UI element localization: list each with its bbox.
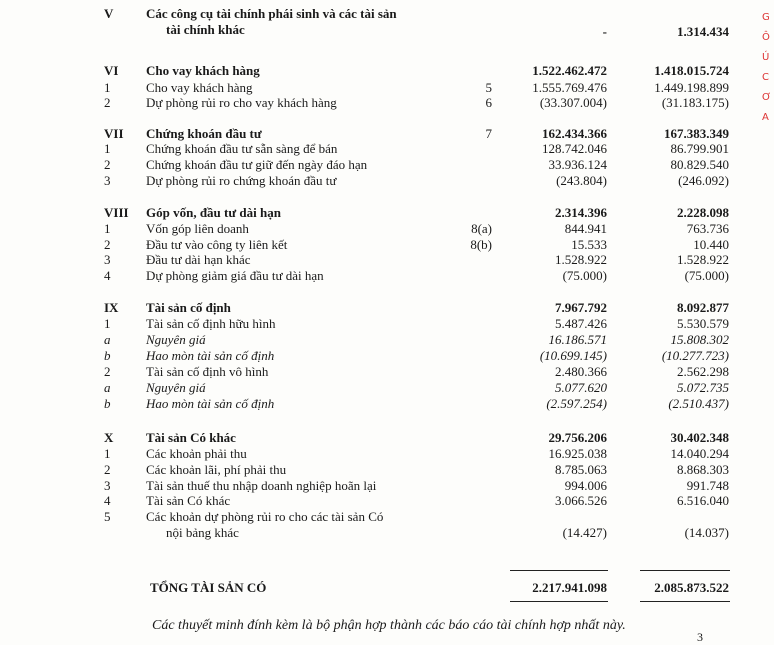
row-number: a <box>104 380 111 395</box>
row-number: 2 <box>104 95 111 110</box>
row-number: VII <box>104 126 124 141</box>
row-number: V <box>104 6 114 21</box>
line-item-row <box>0 221 774 237</box>
section-row <box>0 126 774 142</box>
value-prior: 2.228.098 <box>677 205 729 220</box>
note-ref: 6 <box>485 95 492 110</box>
edge-stamp <box>762 0 774 150</box>
row-number: 2 <box>104 364 111 379</box>
row-label: Dự phòng rủi ro cho vay khách hàng <box>146 95 337 110</box>
value-current: 29.756.206 <box>548 430 607 445</box>
value-prior: (246.092) <box>678 173 729 188</box>
total-top-rule-prior <box>640 570 730 571</box>
value-prior: 167.383.349 <box>664 126 729 141</box>
value-current: (10.699.145) <box>539 348 607 363</box>
row-label: Nguyên giá <box>146 380 206 395</box>
section-row <box>0 6 774 38</box>
value-current: 16.186.571 <box>548 332 607 347</box>
line-item-row <box>0 157 774 173</box>
total-bottom-rule-current <box>510 601 608 602</box>
value-current: 128.742.046 <box>542 141 607 156</box>
section-row <box>0 205 774 221</box>
row-label: Dự phòng rủi ro chứng khoán đầu tư <box>146 173 337 188</box>
total-value-prior: 2.085.873.522 <box>654 580 729 595</box>
value-prior: (2.510.437) <box>668 396 729 411</box>
value-prior: 763.736 <box>686 221 729 236</box>
footnote: Các thuyết minh đính kèm là bộ phận hợp thành các báo cáo tài chính hợp nhất này. <box>152 618 626 633</box>
row-label: Tài sản cố định vô hình <box>146 364 269 379</box>
note-ref: 5 <box>485 80 492 95</box>
row-label: Cho vay khách hàng <box>146 63 260 78</box>
value-prior: 1.528.922 <box>677 252 729 267</box>
row-label: Tài sản Có khác <box>146 493 231 508</box>
line-item-row <box>0 332 774 348</box>
row-label-continued: tài chính khác <box>166 22 245 37</box>
line-item-row <box>0 493 774 509</box>
row-number: b <box>104 348 111 363</box>
row-label: Các công cụ tài chính phái sinh và các tài sản <box>146 6 397 21</box>
value-current: 5.487.426 <box>555 316 607 331</box>
line-item-row <box>0 396 774 412</box>
value-current: (2.597.254) <box>546 396 607 411</box>
section-row <box>0 63 774 79</box>
value-prior: 1.449.198.899 <box>654 80 729 95</box>
note-ref: 7 <box>485 126 492 141</box>
value-prior: 5.072.735 <box>677 380 729 395</box>
total-label: TỔNG TÀI SẢN CÓ <box>150 580 267 595</box>
row-number: 5 <box>104 509 111 524</box>
edge-stamp-letter: Ô <box>762 32 770 43</box>
row-number: 2 <box>104 157 111 172</box>
line-item-row <box>0 173 774 189</box>
value-prior: (75.000) <box>684 268 729 283</box>
row-label: Hao mòn tài sản cố định <box>146 348 275 363</box>
line-item-row <box>0 95 774 111</box>
value-prior: 1.418.015.724 <box>654 63 729 78</box>
row-number: VIII <box>104 205 129 220</box>
value-prior: 15.808.302 <box>670 332 729 347</box>
row-label: Tài sản cố định <box>146 300 231 315</box>
value-current: 7.967.792 <box>555 300 607 315</box>
row-label: Đầu tư vào công ty liên kết <box>146 237 288 252</box>
row-label: Dự phòng giảm giá đầu tư dài hạn <box>146 268 324 283</box>
value-prior: 5.530.579 <box>677 316 729 331</box>
row-label: Tài sản thuế thu nhập doanh nghiệp hoãn lại <box>146 478 377 493</box>
note-ref: 8(a) <box>471 221 492 236</box>
row-label: Hao mòn tài sản cố định <box>146 396 275 411</box>
row-number: VI <box>104 63 119 78</box>
line-item-row <box>0 380 774 396</box>
total-top-rule-current <box>510 570 608 571</box>
value-current: 16.925.038 <box>548 446 607 461</box>
value-current: 162.434.366 <box>542 126 607 141</box>
page-number: 3 <box>697 630 703 644</box>
row-number: 4 <box>104 493 111 508</box>
row-label: Chứng khoán đầu tư giữ đến ngày đáo hạn <box>146 157 368 172</box>
value-current: 2.314.396 <box>555 205 607 220</box>
value-prior: (10.277.723) <box>661 348 729 363</box>
value-current: 5.077.620 <box>555 380 607 395</box>
row-number: b <box>104 396 111 411</box>
row-label: Góp vốn, đầu tư dài hạn <box>146 205 281 220</box>
row-number: 1 <box>104 80 111 95</box>
row-number: 4 <box>104 268 111 283</box>
value-current: 15.533 <box>571 237 607 252</box>
row-number: 2 <box>104 462 111 477</box>
line-item-row <box>0 446 774 462</box>
line-item-row <box>0 478 774 494</box>
note-ref: 8(b) <box>470 237 492 252</box>
section-row <box>0 430 774 446</box>
line-item-row <box>0 364 774 380</box>
total-value-current: 2.217.941.098 <box>532 580 607 595</box>
row-number: 1 <box>104 316 111 331</box>
row-number: 3 <box>104 252 111 267</box>
edge-stamp-letter: A <box>762 112 769 123</box>
row-label: Tài sản Có khác <box>146 430 236 445</box>
line-item-row <box>0 348 774 364</box>
row-label: Các khoản dự phòng rủi ro cho các tài sản Có <box>146 509 384 524</box>
edge-stamp-letter: Ú <box>762 52 770 63</box>
section-row <box>0 300 774 316</box>
value-prior: 14.040.294 <box>670 446 729 461</box>
value-current: 1.555.769.476 <box>532 80 607 95</box>
row-label: Các khoản phải thu <box>146 446 247 461</box>
value-current: 8.785.063 <box>555 462 607 477</box>
value-current: (33.307.004) <box>539 95 607 110</box>
value-current: 994.006 <box>564 478 607 493</box>
value-current: 844.941 <box>564 221 607 236</box>
value-current: (14.427) <box>562 525 607 540</box>
value-prior: 991.748 <box>686 478 729 493</box>
row-label: Vốn góp liên doanh <box>146 221 249 236</box>
line-item-row <box>0 141 774 157</box>
row-number: 3 <box>104 173 111 188</box>
edge-stamp-letter: G <box>762 12 770 23</box>
line-item-row <box>0 509 774 541</box>
value-prior: 1.314.434 <box>677 24 729 39</box>
row-label: Nguyên giá <box>146 332 206 347</box>
value-prior: 2.562.298 <box>677 364 729 379</box>
line-item-row <box>0 462 774 478</box>
edge-stamp-letter: Ơ <box>762 92 772 103</box>
row-number: IX <box>104 300 119 315</box>
value-prior: (14.037) <box>684 525 729 540</box>
row-number: 2 <box>104 237 111 252</box>
value-prior: 8.868.303 <box>677 462 729 477</box>
total-row <box>0 580 774 596</box>
value-current: (243.804) <box>556 173 607 188</box>
value-prior: 8.092.877 <box>677 300 729 315</box>
value-prior: 80.829.540 <box>670 157 729 172</box>
value-current: 33.936.124 <box>548 157 607 172</box>
row-number: X <box>104 430 114 445</box>
row-label: Các khoản lãi, phí phải thu <box>146 462 287 477</box>
value-prior: 30.402.348 <box>670 430 729 445</box>
line-item-row <box>0 316 774 332</box>
value-prior: 6.516.040 <box>677 493 729 508</box>
value-current: 1.528.922 <box>555 252 607 267</box>
row-number: a <box>104 332 111 347</box>
value-current: - <box>602 24 607 39</box>
row-number: 1 <box>104 446 111 461</box>
line-item-row <box>0 237 774 253</box>
value-prior: (31.183.175) <box>661 95 729 110</box>
line-item-row <box>0 80 774 96</box>
total-bottom-rule-prior <box>640 601 730 602</box>
value-current: (75.000) <box>562 268 607 283</box>
row-label: Đầu tư dài hạn khác <box>146 252 251 267</box>
value-current: 3.066.526 <box>555 493 607 508</box>
value-current: 1.522.462.472 <box>532 63 607 78</box>
row-number: 3 <box>104 478 111 493</box>
row-label: Chứng khoán đầu tư <box>146 126 262 141</box>
row-label: Cho vay khách hàng <box>146 80 253 95</box>
row-label: Tài sản cố định hữu hình <box>146 316 276 331</box>
value-prior: 10.440 <box>693 237 729 252</box>
line-item-row <box>0 268 774 284</box>
value-current: 2.480.366 <box>555 364 607 379</box>
line-item-row <box>0 252 774 268</box>
row-label: Chứng khoán đầu tư sẵn sàng để bán <box>146 141 338 156</box>
row-label-continued: nội bảng khác <box>166 525 239 540</box>
row-number: 1 <box>104 141 111 156</box>
row-number: 1 <box>104 221 111 236</box>
edge-stamp-letter: C <box>762 72 769 83</box>
value-prior: 86.799.901 <box>670 141 729 156</box>
